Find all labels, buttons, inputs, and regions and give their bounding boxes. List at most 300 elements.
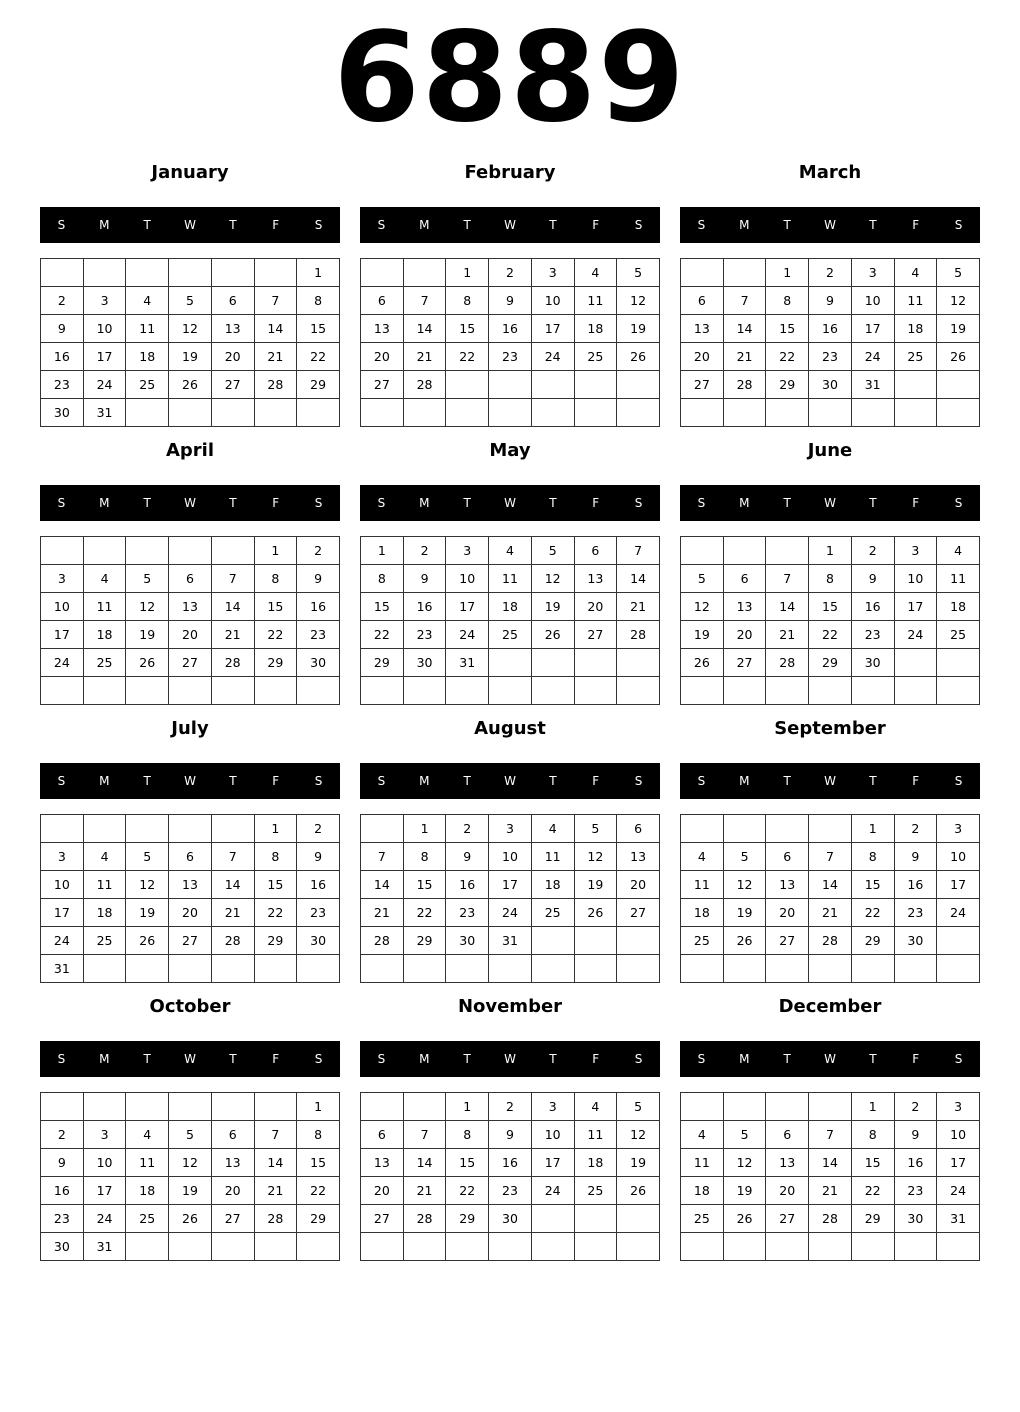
week-row <box>361 677 660 705</box>
day-cell: 6 <box>211 1121 254 1149</box>
day-cell <box>403 955 446 983</box>
day-cell: 8 <box>254 843 297 871</box>
day-cell <box>937 955 980 983</box>
weekday-header <box>40 485 340 521</box>
day-cell: 10 <box>41 871 84 899</box>
day-cell: 23 <box>894 1177 937 1205</box>
day-cell <box>169 1233 212 1261</box>
day-cell: 22 <box>254 621 297 649</box>
day-cell: 27 <box>574 621 617 649</box>
day-cell: 31 <box>937 1205 980 1233</box>
day-cell: 14 <box>723 315 766 343</box>
day-cell: 28 <box>403 371 446 399</box>
day-cell: 30 <box>894 1205 937 1233</box>
day-cell: 27 <box>211 1205 254 1233</box>
week-row <box>41 1121 340 1149</box>
day-cell: 20 <box>617 871 660 899</box>
week-row <box>681 537 980 565</box>
day-cell: 13 <box>361 1149 404 1177</box>
day-cell: 29 <box>446 1205 489 1233</box>
weekday-label: S <box>314 1052 323 1066</box>
day-cell: 29 <box>766 371 809 399</box>
day-cell: 10 <box>83 315 126 343</box>
day-cell: 24 <box>41 927 84 955</box>
day-cell: 3 <box>531 259 574 287</box>
day-cell: 31 <box>489 927 532 955</box>
day-cell <box>617 399 660 427</box>
day-cell <box>809 399 852 427</box>
day-grid <box>680 536 980 705</box>
day-cell <box>851 1233 894 1261</box>
day-cell: 12 <box>617 287 660 315</box>
day-cell: 7 <box>361 843 404 871</box>
day-cell <box>531 649 574 677</box>
day-cell: 26 <box>126 649 169 677</box>
day-cell <box>723 677 766 705</box>
day-cell: 21 <box>809 899 852 927</box>
day-cell: 26 <box>681 649 724 677</box>
day-cell: 17 <box>894 593 937 621</box>
day-cell <box>41 259 84 287</box>
day-cell: 5 <box>681 565 724 593</box>
weekday-header <box>40 763 340 799</box>
day-cell: 2 <box>297 537 340 565</box>
day-cell: 28 <box>254 1205 297 1233</box>
day-cell: 28 <box>403 1205 446 1233</box>
day-cell: 27 <box>766 927 809 955</box>
week-row <box>681 649 980 677</box>
day-cell: 26 <box>574 899 617 927</box>
weekday-label: S <box>697 218 706 232</box>
day-cell <box>681 259 724 287</box>
week-row <box>681 399 980 427</box>
week-row <box>41 315 340 343</box>
day-cell: 23 <box>809 343 852 371</box>
week-row <box>361 955 660 983</box>
day-cell: 7 <box>211 843 254 871</box>
day-cell: 19 <box>531 593 574 621</box>
day-cell: 2 <box>41 287 84 315</box>
day-cell: 20 <box>361 343 404 371</box>
day-cell: 25 <box>531 899 574 927</box>
day-cell <box>126 259 169 287</box>
day-cell: 19 <box>617 1149 660 1177</box>
weekday-label: F <box>592 774 600 788</box>
day-cell: 28 <box>617 621 660 649</box>
day-cell: 19 <box>169 343 212 371</box>
day-cell: 18 <box>681 1177 724 1205</box>
day-cell: 6 <box>574 537 617 565</box>
day-cell <box>531 927 574 955</box>
day-cell: 14 <box>254 1149 297 1177</box>
day-cell: 30 <box>403 649 446 677</box>
day-cell: 19 <box>937 315 980 343</box>
day-cell <box>83 537 126 565</box>
day-grid <box>680 1092 980 1261</box>
weekday-label: F <box>592 1052 600 1066</box>
week-row <box>681 565 980 593</box>
day-cell <box>681 677 724 705</box>
weekday-label: F <box>912 496 920 510</box>
day-cell: 6 <box>169 843 212 871</box>
day-cell: 9 <box>297 565 340 593</box>
weekday-header <box>360 485 660 521</box>
day-cell: 28 <box>766 649 809 677</box>
day-cell: 19 <box>574 871 617 899</box>
week-row <box>41 593 340 621</box>
day-cell <box>83 1093 126 1121</box>
weekday-header <box>40 207 340 243</box>
week-row <box>361 593 660 621</box>
day-cell: 3 <box>83 1121 126 1149</box>
day-cell: 24 <box>937 1177 980 1205</box>
weekday-label: T <box>783 496 791 510</box>
day-cell: 29 <box>851 927 894 955</box>
day-cell: 31 <box>851 371 894 399</box>
day-cell: 26 <box>531 621 574 649</box>
month-title: March <box>798 162 862 183</box>
day-cell: 22 <box>361 621 404 649</box>
day-cell <box>489 677 532 705</box>
day-cell: 9 <box>41 315 84 343</box>
day-cell: 28 <box>723 371 766 399</box>
day-cell <box>361 1233 404 1261</box>
day-cell: 8 <box>446 1121 489 1149</box>
day-cell: 12 <box>617 1121 660 1149</box>
day-cell: 15 <box>254 871 297 899</box>
day-cell: 27 <box>723 649 766 677</box>
day-grid <box>40 814 340 983</box>
day-cell: 10 <box>937 843 980 871</box>
day-cell: 23 <box>41 1205 84 1233</box>
day-cell <box>531 955 574 983</box>
weekday-header <box>680 1041 980 1077</box>
day-cell: 1 <box>403 815 446 843</box>
day-cell: 22 <box>403 899 446 927</box>
day-cell: 16 <box>894 871 937 899</box>
day-cell: 11 <box>126 315 169 343</box>
week-row <box>681 1093 980 1121</box>
day-cell: 1 <box>809 537 852 565</box>
day-cell: 9 <box>489 1121 532 1149</box>
weekday-label: W <box>184 1052 196 1066</box>
day-cell <box>937 1233 980 1261</box>
month-title: July <box>171 718 209 739</box>
day-cell: 2 <box>894 815 937 843</box>
weekday-label: T <box>143 1052 151 1066</box>
weekday-label: S <box>634 774 643 788</box>
weekday-label: T <box>143 496 151 510</box>
day-cell: 6 <box>723 565 766 593</box>
day-cell: 25 <box>83 649 126 677</box>
day-cell: 20 <box>211 1177 254 1205</box>
day-cell <box>41 1093 84 1121</box>
weekday-label: S <box>57 218 66 232</box>
day-cell: 10 <box>851 287 894 315</box>
day-cell: 24 <box>851 343 894 371</box>
week-row <box>681 621 980 649</box>
week-row <box>41 899 340 927</box>
day-cell: 25 <box>937 621 980 649</box>
day-cell: 17 <box>851 315 894 343</box>
week-row <box>41 927 340 955</box>
day-cell <box>169 537 212 565</box>
day-cell <box>723 815 766 843</box>
day-cell: 7 <box>254 1121 297 1149</box>
day-cell: 14 <box>403 1149 446 1177</box>
day-cell: 20 <box>681 343 724 371</box>
weekday-label: W <box>184 218 196 232</box>
weekday-label: F <box>912 774 920 788</box>
day-cell <box>297 955 340 983</box>
day-cell: 20 <box>169 621 212 649</box>
day-cell: 14 <box>254 315 297 343</box>
week-row <box>361 371 660 399</box>
day-cell <box>766 955 809 983</box>
day-cell: 17 <box>531 315 574 343</box>
day-cell: 16 <box>446 871 489 899</box>
day-cell <box>574 955 617 983</box>
weekday-label: W <box>504 1052 516 1066</box>
weekday-label: S <box>634 496 643 510</box>
week-row <box>681 815 980 843</box>
day-cell: 5 <box>126 565 169 593</box>
day-cell <box>937 399 980 427</box>
day-cell <box>83 815 126 843</box>
day-cell: 7 <box>766 565 809 593</box>
day-cell: 5 <box>169 287 212 315</box>
weekday-label: S <box>314 218 323 232</box>
day-cell: 19 <box>681 621 724 649</box>
day-cell: 11 <box>681 871 724 899</box>
weekday-label: T <box>869 1052 877 1066</box>
day-grid <box>40 258 340 427</box>
day-cell: 12 <box>169 1149 212 1177</box>
day-cell <box>211 399 254 427</box>
day-cell: 2 <box>403 537 446 565</box>
week-row <box>41 565 340 593</box>
weekday-label: S <box>377 1052 386 1066</box>
day-cell <box>894 955 937 983</box>
day-cell: 23 <box>894 899 937 927</box>
week-row <box>41 871 340 899</box>
day-cell <box>83 259 126 287</box>
day-cell <box>169 955 212 983</box>
day-cell <box>617 1205 660 1233</box>
day-cell <box>126 815 169 843</box>
day-cell <box>211 677 254 705</box>
day-cell: 8 <box>297 287 340 315</box>
week-row <box>361 649 660 677</box>
day-cell: 10 <box>531 287 574 315</box>
day-cell <box>617 1233 660 1261</box>
day-cell: 10 <box>531 1121 574 1149</box>
day-cell: 18 <box>126 1177 169 1205</box>
day-cell <box>851 399 894 427</box>
weekday-label: S <box>634 218 643 232</box>
week-row <box>361 259 660 287</box>
day-cell: 19 <box>126 899 169 927</box>
week-row <box>41 1149 340 1177</box>
weekday-label: W <box>184 774 196 788</box>
day-cell: 20 <box>766 899 809 927</box>
day-cell: 10 <box>446 565 489 593</box>
day-cell: 11 <box>83 871 126 899</box>
weekday-label: F <box>272 218 280 232</box>
day-cell <box>766 537 809 565</box>
day-cell: 22 <box>254 899 297 927</box>
day-cell: 15 <box>766 315 809 343</box>
day-cell: 4 <box>937 537 980 565</box>
week-row <box>41 677 340 705</box>
weekday-header <box>360 1041 660 1077</box>
day-cell: 5 <box>617 259 660 287</box>
day-cell: 11 <box>83 593 126 621</box>
day-cell: 12 <box>723 871 766 899</box>
month-title: June <box>807 440 853 461</box>
day-cell: 12 <box>126 593 169 621</box>
day-cell <box>446 1233 489 1261</box>
day-cell: 2 <box>809 259 852 287</box>
weekday-header <box>360 763 660 799</box>
day-cell: 4 <box>531 815 574 843</box>
day-cell: 3 <box>41 843 84 871</box>
day-cell: 18 <box>681 899 724 927</box>
day-cell: 12 <box>937 287 980 315</box>
day-cell <box>937 649 980 677</box>
day-cell <box>574 399 617 427</box>
weekday-label: F <box>272 774 280 788</box>
day-cell: 2 <box>489 259 532 287</box>
day-cell <box>574 649 617 677</box>
day-cell: 13 <box>361 315 404 343</box>
day-cell: 3 <box>489 815 532 843</box>
weekday-label: W <box>824 774 836 788</box>
day-cell: 1 <box>297 1093 340 1121</box>
day-cell <box>126 399 169 427</box>
day-cell <box>169 399 212 427</box>
day-cell: 13 <box>766 1149 809 1177</box>
weekday-label: M <box>419 218 430 232</box>
day-cell: 22 <box>297 1177 340 1205</box>
week-row <box>41 399 340 427</box>
day-cell: 20 <box>361 1177 404 1205</box>
weekday-label: T <box>549 774 557 788</box>
day-cell: 30 <box>41 399 84 427</box>
day-cell: 18 <box>83 899 126 927</box>
day-cell: 17 <box>937 1149 980 1177</box>
day-cell: 12 <box>574 843 617 871</box>
day-cell: 2 <box>851 537 894 565</box>
day-cell: 23 <box>297 621 340 649</box>
day-cell <box>126 677 169 705</box>
day-cell: 21 <box>403 1177 446 1205</box>
day-cell: 27 <box>681 371 724 399</box>
day-cell: 4 <box>574 259 617 287</box>
day-cell: 11 <box>126 1149 169 1177</box>
day-cell: 27 <box>211 371 254 399</box>
day-cell <box>809 677 852 705</box>
week-row <box>681 955 980 983</box>
day-cell <box>361 399 404 427</box>
day-cell <box>531 371 574 399</box>
week-row <box>361 565 660 593</box>
day-cell <box>531 1205 574 1233</box>
week-row <box>681 1205 980 1233</box>
day-cell: 16 <box>851 593 894 621</box>
day-cell: 22 <box>446 343 489 371</box>
day-cell: 19 <box>723 1177 766 1205</box>
weekday-label: F <box>912 218 920 232</box>
day-cell: 19 <box>723 899 766 927</box>
day-cell <box>681 537 724 565</box>
day-cell: 13 <box>169 593 212 621</box>
day-cell: 1 <box>254 537 297 565</box>
day-cell <box>681 955 724 983</box>
day-cell: 18 <box>937 593 980 621</box>
day-cell: 31 <box>83 1233 126 1261</box>
day-cell <box>489 649 532 677</box>
day-cell: 8 <box>766 287 809 315</box>
day-cell: 29 <box>254 927 297 955</box>
week-row <box>41 537 340 565</box>
weekday-label: S <box>57 496 66 510</box>
month-title: October <box>149 996 231 1017</box>
weekday-label: S <box>697 1052 706 1066</box>
day-cell <box>361 677 404 705</box>
day-cell <box>254 955 297 983</box>
weekday-label: S <box>954 218 963 232</box>
day-cell: 27 <box>766 1205 809 1233</box>
weekday-header <box>680 763 980 799</box>
day-cell: 7 <box>617 537 660 565</box>
day-cell: 14 <box>809 871 852 899</box>
day-cell: 7 <box>254 287 297 315</box>
day-cell: 25 <box>489 621 532 649</box>
weekday-label: S <box>314 774 323 788</box>
weekday-label: S <box>377 218 386 232</box>
day-cell: 27 <box>361 371 404 399</box>
day-cell <box>766 1093 809 1121</box>
day-cell: 10 <box>41 593 84 621</box>
week-row <box>361 1149 660 1177</box>
day-cell: 4 <box>83 843 126 871</box>
day-cell <box>617 955 660 983</box>
day-cell <box>254 399 297 427</box>
day-cell <box>681 1233 724 1261</box>
day-cell <box>126 1233 169 1261</box>
day-grid <box>680 814 980 983</box>
day-cell: 17 <box>489 871 532 899</box>
day-cell: 20 <box>169 899 212 927</box>
day-cell <box>169 1093 212 1121</box>
day-cell: 29 <box>297 1205 340 1233</box>
day-cell <box>446 371 489 399</box>
day-cell <box>723 537 766 565</box>
day-cell <box>851 677 894 705</box>
weekday-label: W <box>824 218 836 232</box>
weekday-label: M <box>739 774 750 788</box>
day-cell: 13 <box>617 843 660 871</box>
day-grid <box>680 258 980 427</box>
day-cell <box>937 677 980 705</box>
day-cell: 8 <box>809 565 852 593</box>
day-cell: 15 <box>446 1149 489 1177</box>
day-cell: 20 <box>723 621 766 649</box>
day-grid <box>360 814 660 983</box>
day-cell: 29 <box>403 927 446 955</box>
day-cell: 11 <box>681 1149 724 1177</box>
